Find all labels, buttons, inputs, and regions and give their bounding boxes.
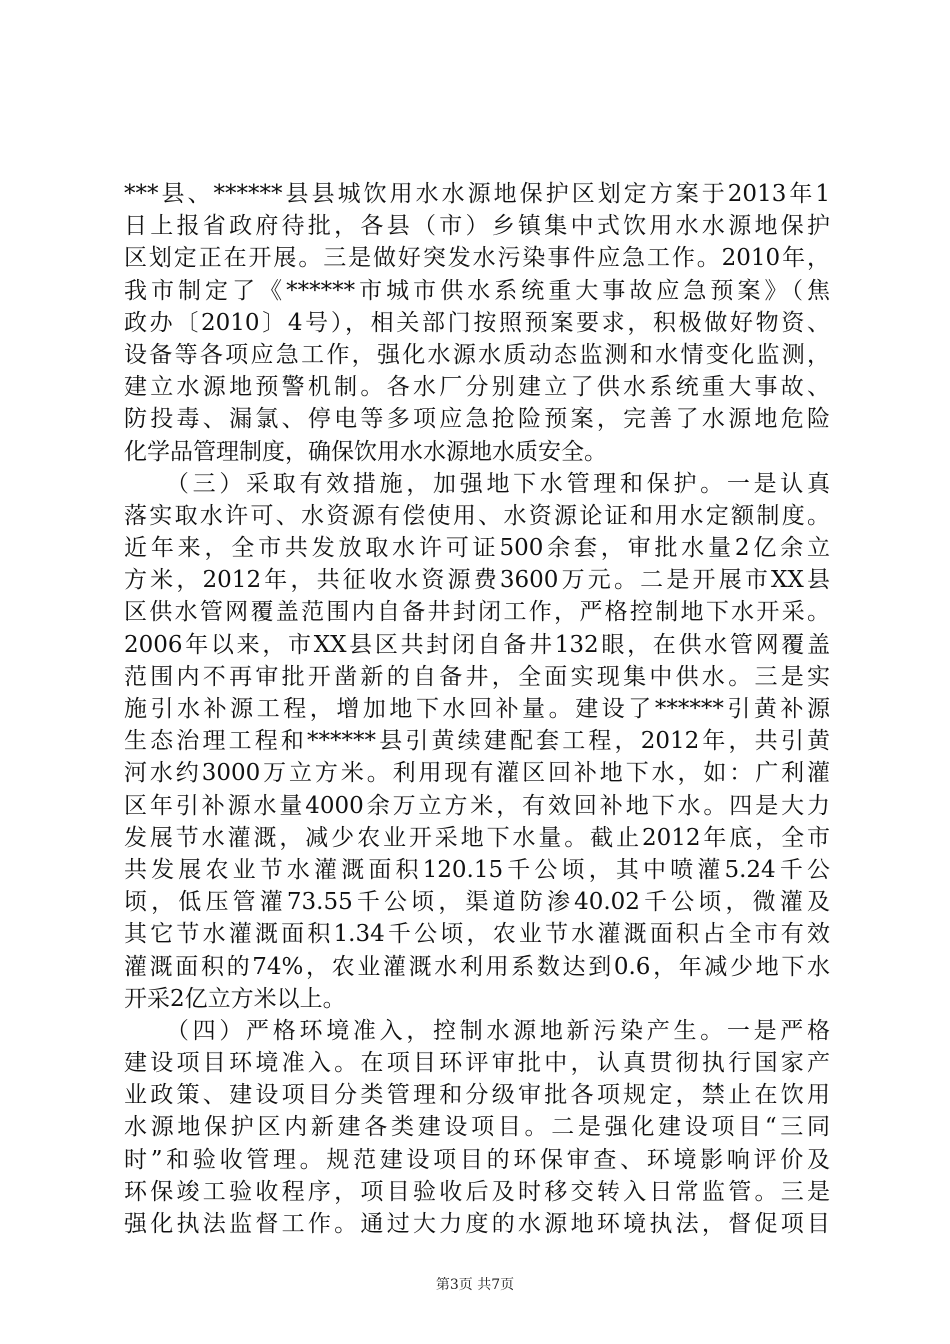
text-line: （三）采取有效措施，加强地下水管理和保护。一是认真 (124, 470, 830, 497)
text-line: 灌溉面积的74%，农业灌溉水利用系数达到0.6，年减少地下水 (124, 953, 830, 980)
text-line: 政办〔2010〕4号），相关部门按照预案要求，积极做好物资、 (124, 309, 830, 336)
text-line: 方米，2012年，共征收水资源费3600万元。二是开展市XX县 (124, 567, 830, 594)
text-line: 建设项目环境准入。在项目环评审批中，认真贯彻执行国家产 (124, 1050, 830, 1077)
text-line: 区年引补源水量4000余万立方米，有效回补地下水。四是大力 (124, 792, 830, 819)
text-line: 落实取水许可、水资源有偿使用、水资源论证和用水定额制度。 (124, 502, 830, 529)
document-body (124, 178, 830, 1240)
text-line: 发展节水灌溉，减少农业开采地下水量。截止2012年底，全市 (124, 824, 830, 851)
text-line: 防投毒、漏氯、停电等多项应急抢险预案，完善了水源地危险 (124, 406, 830, 433)
text-line: 施引水补源工程，增加地下水回补量。建设了******引黄补源 (124, 696, 830, 722)
text-line: 顷，低压管灌73.55千公顷，渠道防渗40.02千公顷，微灌及 (124, 889, 830, 916)
text-line: 环保竣工验收程序，项目验收后及时移交转入日常监管。三是 (124, 1178, 830, 1205)
text-line: 河水约3000万立方米。利用现有灌区回补地下水，如：广利灌 (124, 760, 830, 787)
text-line: 水源地保护区内新建各类建设项目。二是强化建设项目“三同 (124, 1114, 830, 1141)
text-line: 强化执法监督工作。通过大力度的水源地环境执法，督促项目 (124, 1211, 830, 1237)
text-line: 时”和验收管理。规范建设项目的环保审查、环境影响评价及 (124, 1146, 830, 1173)
text-line: 范围内不再审批开凿新的自备井，全面实现集中供水。三是实 (124, 663, 830, 690)
page-number: 第3页 共7页 (435, 1277, 515, 1293)
text-line: 化学品管理制度，确保饮用水水源地水质安全。 (124, 438, 607, 465)
text-line: 设备等各项应急工作，强化水源水质动态监测和水情变化监测， (124, 341, 830, 368)
text-line: 2006年以来，市XX县区共封闭自备井132眼，在供水管网覆盖 (124, 631, 830, 658)
text-line: （四）严格环境准入，控制水源地新污染产生。一是严格 (124, 1017, 830, 1044)
page-footer (0, 1274, 950, 1294)
text-line: ***县、******县县城饮用水水源地保护区划定方案于2013年1 (124, 181, 830, 207)
text-line: 区划定正在开展。三是做好突发水污染事件应急工作。2010年， (124, 245, 830, 272)
text-line: 我市制定了《******市城市供水系统重大事故应急预案》（焦 (124, 277, 830, 304)
text-line: 近年来，全市共发放取水许可证500余套，审批水量2亿余立 (124, 535, 830, 562)
text-line: 生态治理工程和******县引黄续建配套工程，2012年，共引黄 (124, 728, 830, 755)
text-line: 业政策、建设项目分类管理和分级审批各项规定，禁止在饮用 (124, 1082, 830, 1109)
text-line: 区供水管网覆盖范围内自备井封闭工作，严格控制地下水开采。 (124, 599, 830, 626)
text-line: 其它节水灌溉面积1.34千公顷，农业节水灌溉面积占全市有效 (124, 921, 830, 948)
text-line: 日上报省政府待批，各县（市）乡镇集中式饮用水水源地保护 (124, 213, 830, 240)
text-line: 共发展农业节水灌溉面积120.15千公顷，其中喷灌5.24千公 (124, 856, 830, 883)
text-line: 建立水源地预警机制。各水厂分别建立了供水系统重大事故、 (124, 374, 830, 401)
text-line: 开采2亿立方米以上。 (124, 985, 346, 1012)
